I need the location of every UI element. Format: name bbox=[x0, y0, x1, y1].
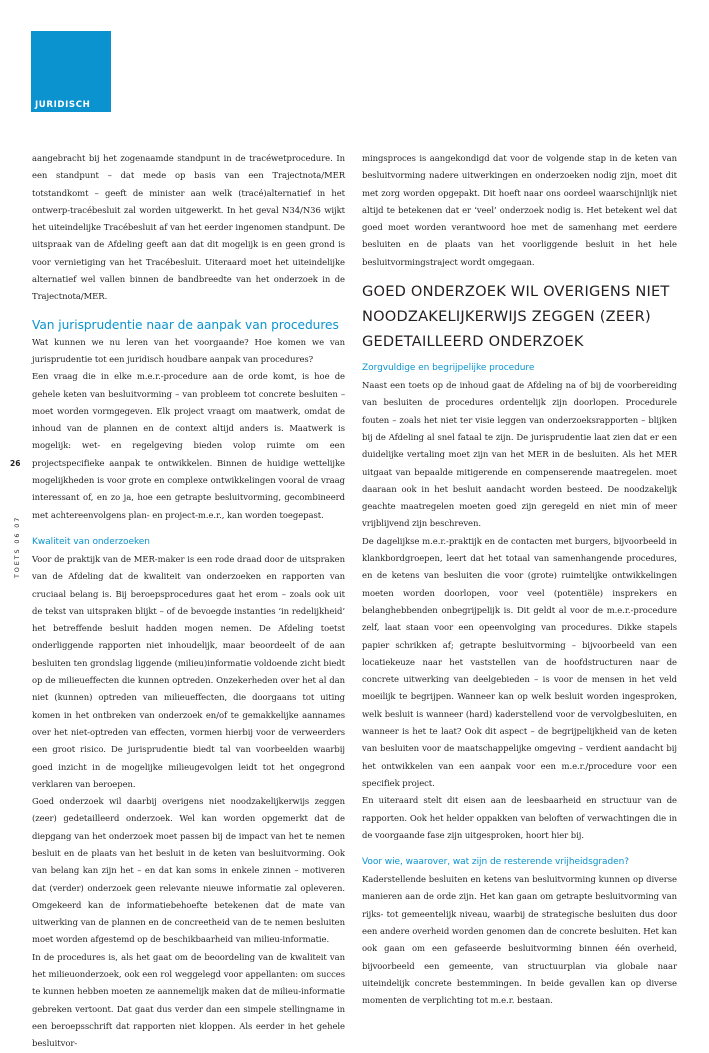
journal-issue-label: TOETS 06 07 bbox=[13, 515, 21, 578]
left-column bbox=[32, 150, 345, 1053]
section-heading-voor-wie: Voor wie, waarover, wat zijn de resterende vrijheidsgraden? bbox=[362, 857, 630, 868]
paragraph: Goed onderzoek wil daarbij overigens niet noodzakelijkerwijs zeggen (zeer) gedetailleerd onderzoek. Wel kan worden opgemerkt dat de diepgang van het onderzoek moet passen bij de impact van het te nemen besluit en de plaats van het besluit in de keten van besluitvorming. Ook van belang kan zijn het – en dat kan soms in enkele zinnen – motiveren dat (verder) onderzoek geen relevante nieuwe informatie zal opleveren. Omgekeerd kan de informatiebehoefte betekenen dat de mate van uitwerking van de plannen en de concreetheid van de te nemen besluiten moet worden afgestemd op de beschikbaarheid van milieu-informatie. bbox=[32, 796, 345, 945]
right-column bbox=[362, 150, 677, 1009]
paragraph: Een vraag die in elke m.e.r.-procedure aan de orde komt, is hoe de gehele keten van besluitvorming – van probleem tot concrete besluiten – moet worden vormgegeven. Elk project vraagt om maatwerk, omdat de inhoud van de plannen en de context altijd anders is. Maatwerk is mogelijk: wet- en regelgeving bieden volop ruimte om een projectspecifieke aanpak te ontwikkelen. Binnen de huidige wettelijke mogelijkheden is voor grote en complexe ontwikkelingen vooral de vraag interessant of, en zo ja, hoe een getrapte besluitvorming, gecombineerd met achtereenvolgens plan- en project-m.e.r., kan worden toegepast. bbox=[32, 371, 345, 520]
paragraph: De dagelijkse m.e.r.-praktijk en de contacten met burgers, bijvoorbeeld in klankbordgroepen, leert dat het totaal van samenhangende procedures, en de ketens van besluiten die voor (grote) ruimtelijke ontwikkelingen moeten worden doorlopen, voor veel (potentiële) insprekers en belanghebbenden onbegrijpelijk is. Dit geldt al voor de m.e.r.-procedure zelf, laat staan voor een opeenvolging van procedures. Dikke stapels papier schrikken af; getrapte besluitvorming – bijvoorbeeld van een locatiekeuze naar het vaststellen van de hoofdstructuren naar de concrete uitwerking van deelgebieden – is voor de mensen in het veld moeilijk te begrijpen. Wanneer kan op welk besluit worden ingesproken, welk besluit is wanneer (hard) kaderstellend voor de vervolgbesluiten, en wanneer is het te laat? Ook dit aspect – de begrijpelijkheid van de keten van besluiten voor de maatschappelijke omgeving – verdient aandacht bij het ontwikkelen van een aanpak voor een m.e.r./procedure voor een specifiek project. bbox=[362, 535, 677, 788]
section-tab-label: JURIDISCH bbox=[35, 100, 91, 110]
section-heading-jurisprudentie: Van jurisprudentie naar de aanpak van procedures bbox=[32, 317, 339, 332]
pull-quote-heading: GOED ONDERZOEK WIL OVERIGENS NIET NOODZAKELIJKERWIJS ZEGGEN (ZEER) GEDETAILLEERD ONDERZOEK bbox=[362, 283, 670, 351]
paragraph: aangebracht bij het zogenaamde standpunt in de tracéwetprocedure. In een standpunt – dat mede op basis van een Trajectnota/MER totstandkomt – geeft de minister aan welk (tracé)alternatief in het ontwerp-tracébesluit zal worden uitgewerkt. In het geval N34/N36 wijkt het uiteindelijke Tracébesluit af van het eerder ingenomen standpunt. De uitspraak van de Afdeling geeft aan dat dit mogelijk is en geen grond is voor vernietiging van het Tracébesluit. Uiteraard moet het uiteindelijke alternatief wel vallen binnen de bandbreedte van het onderzoek in de Trajectnota/MER. bbox=[32, 153, 345, 302]
paragraph: Wat kunnen we nu leren van het voorgaande? Hoe komen we van jurisprudentie tot een juridisch houdbare aanpak van procedures? bbox=[32, 336, 345, 364]
paragraph: En uiteraard stelt dit eisen aan de leesbaarheid en structuur van de rapporten. Ook het helder oppakken van beloften of verwachtingen die in de voorgaande fase zijn uitgesproken, hoort hier bij. bbox=[362, 795, 677, 840]
paragraph: In de procedures is, als het gaat om de beoordeling van de kwaliteit van het milieuonderzoek, ook een rol weggelegd voor appellanten: om succes te kunnen hebben moeten ze aannemelijk maken dat de milieu-informatie gebreken vertoont. Dat gaat dus verder dan een simpele stellingname in een beroepsschrift dat rapporten niet kloppen. Als eerder in het gehele besluitvor- bbox=[32, 951, 345, 1049]
paragraph: Voor de praktijk van de MER-maker is een rode draad door de uitspraken van de Afdeling dat de kwaliteit van onderzoeken en rapporten van cruciaal belang is. Bij beroepsprocedures gaat het erom – zoals ook uit de tekst van uitspraken blijkt – of de bevoegde instanties ‘in redelijkheid’ het betreffende besluit hadden mogen nemen. De Afdeling toetst onderliggende rapporten niet inhoudelijk, maar beoordeelt of de aan besluiten ten grondslag liggende (milieu)informatie voldoende zicht biedt op de milieueffecten die kunnen optreden. Onzekerheden over het al dan niet (kunnen) optreden van milieueffecten, die doorgaans tot uiting komen in het ontbreken van onderzoek en/of te gemakkelijke aannames over het niet-optreden van effecten, vormen hierbij voor de verweerders een groot risico. De jurisprudentie biedt tal van voorbeelden waarbij goed inzicht in de mogelijke milieugevolgen leidt tot het ongegrond verklaren van beroepen. bbox=[32, 553, 345, 789]
paragraph: Kaderstellende besluiten en ketens van besluitvorming kunnen op diverse manieren aan de orde zijn. Het kan gaan om getrapte besluitvorming van rijks- tot gemeentelijk niveau, waarbij de strategische besluiten dus door een andere overheid worden genomen dan de concrete besluiten. Het kan ook gaan om een gefaseerde besluitvorming binnen één overheid, bijvoorbeeld een gemeente, van structuurplan via globale naar uiteindelijk concrete bestemmingen. In beide gevallen kan op diverse momenten de verplichting tot m.e.r. bestaan. bbox=[362, 874, 677, 1006]
paragraph: Naast een toets op de inhoud gaat de Afdeling na of bij de voorbereiding van besluiten de procedures ordentelijk zijn doorlopen. Procedurele fouten – zoals het niet ter visie leggen van onderzoeksrapporten – blijken bij de Afdeling al snel fataal te zijn. De jurisprudentie laat zien dat er een duidelijke vertaling moet zijn van het MER in de besluiten. Als het MER uitgaat van bepaalde mitigerende en compenserende maatregelen. moet daaraan ook in het besluit aandacht worden besteed. De noodzakelijk geachte maatregelen moeten goed zijn geregeld en niet min of meer vrijblijvend zijn beschreven. bbox=[362, 380, 677, 529]
page-number: 26 bbox=[10, 459, 21, 468]
section-tab bbox=[31, 31, 111, 112]
section-heading-zorgvuldige: Zorgvuldige en begrijpelijke procedure bbox=[362, 363, 535, 374]
section-heading-kwaliteit: Kwaliteit van onderzoeken bbox=[32, 536, 150, 547]
paragraph: mingsproces is aangekondigd dat voor de volgende stap in de keten van besluitvorming nadere uitwerkingen en onderzoeken nodig zijn, moet dit met zorg worden opgepakt. Dit hoeft naar ons oordeel waarschijnlijk niet altijd te betekenen dat er ‘veel’ onderzoek nodig is. Het betekent wel dat goed moet worden verantwoord hoe met de samenhang met eerdere besluiten en de plaats van het voorliggende besluit in het hele besluitvormingstraject wordt omgegaan. bbox=[362, 153, 677, 267]
